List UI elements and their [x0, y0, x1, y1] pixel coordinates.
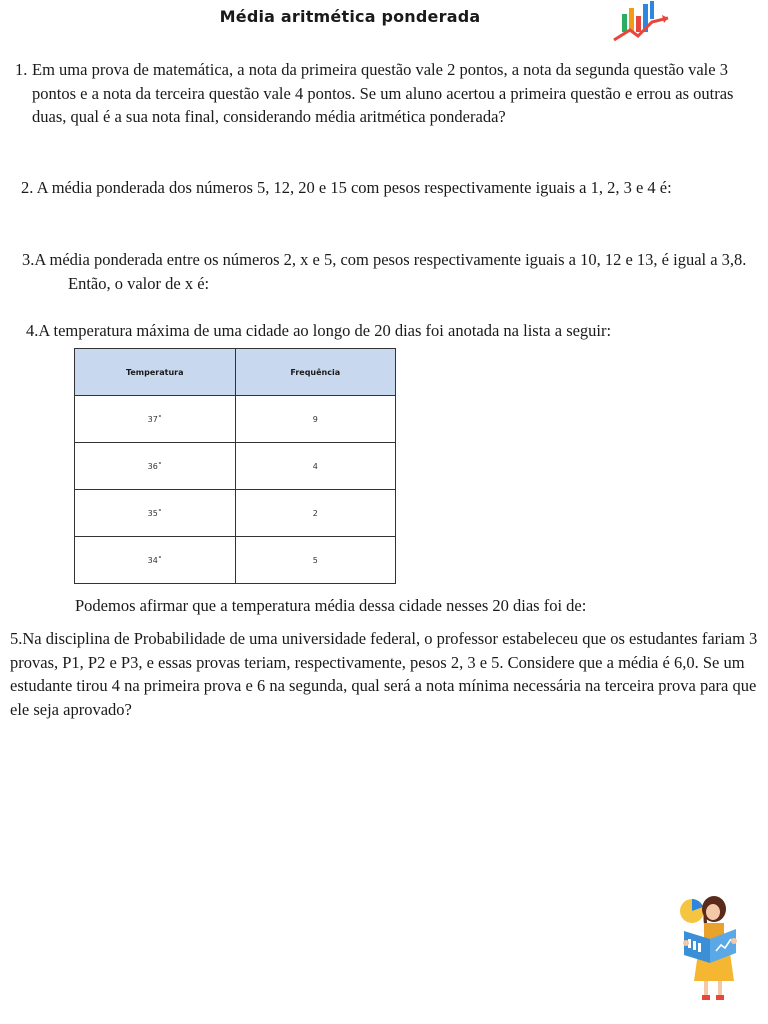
frequency-cell: 9 [235, 396, 396, 443]
temperature-cell: 35˚ [75, 490, 236, 537]
question-3 [0, 248, 762, 295]
question-1 [15, 58, 750, 129]
table-row [75, 443, 396, 490]
header-temperature: Temperatura [75, 349, 236, 396]
student-reading-book-icon [676, 893, 744, 1005]
page-title: Média aritmética ponderada [219, 7, 481, 26]
table-row [75, 537, 396, 584]
question-3-text: 3.A média ponderada entre os números 2, x e 5, com pesos respectivamente iguais a 10, 12 e 13, é igual a 3,8. [22, 250, 747, 269]
question-2-text: 2. A média ponderada dos números 5, 12, 20 e 15 com pesos respectivamente iguais a 1, 2, 3 e 4 é: [21, 178, 672, 197]
table-header-row [75, 349, 396, 396]
question-2 [0, 176, 760, 200]
header-frequency: Frequência [235, 349, 396, 396]
table-row [75, 490, 396, 537]
temperature-cell: 37˚ [75, 396, 236, 443]
temperature-cell: 36˚ [75, 443, 236, 490]
bar-chart-trend-icon [612, 0, 672, 46]
question-4: 4.A temperatura máxima de uma cidade ao longo de 20 dias foi anotada na lista a seguir: [26, 321, 612, 340]
temperature-frequency-table [74, 348, 396, 584]
question-1-number: 1. [15, 60, 28, 79]
frequency-cell: 5 [235, 537, 396, 584]
question-3-tail: Então, o valor de x é: [68, 273, 210, 293]
question-4-followup: Podemos afirmar que a temperatura média dessa cidade nesses 20 dias foi de: [75, 596, 587, 615]
question-5: 5.Na disciplina de Probabilidade de uma universidade federal, o professor estabeleceu que os estudantes fariam 3 provas, P1, P2 e P3, e essas provas teriam, respectivamente, pesos 2, 3 e 5. Considere que a média é 6,0. Se um estudante tirou 4 na primeira prova e 6 na segunda, qual será a nota mínima necessária na terceira prova para que ele seja aprovado? [10, 629, 758, 719]
question-1-text: Em uma prova de matemática, a nota da primeira questão vale 2 pontos, a nota da segunda questão vale 3 pontos e a nota da terceira questão vale 4 pontos. Se um aluno acertou a primeira questão e errou as outras duas, qual é a sua nota final, considerando média aritmética ponderada? [32, 60, 734, 126]
frequency-cell: 2 [235, 490, 396, 537]
table-row [75, 396, 396, 443]
temperature-cell: 34˚ [75, 537, 236, 584]
frequency-cell: 4 [235, 443, 396, 490]
